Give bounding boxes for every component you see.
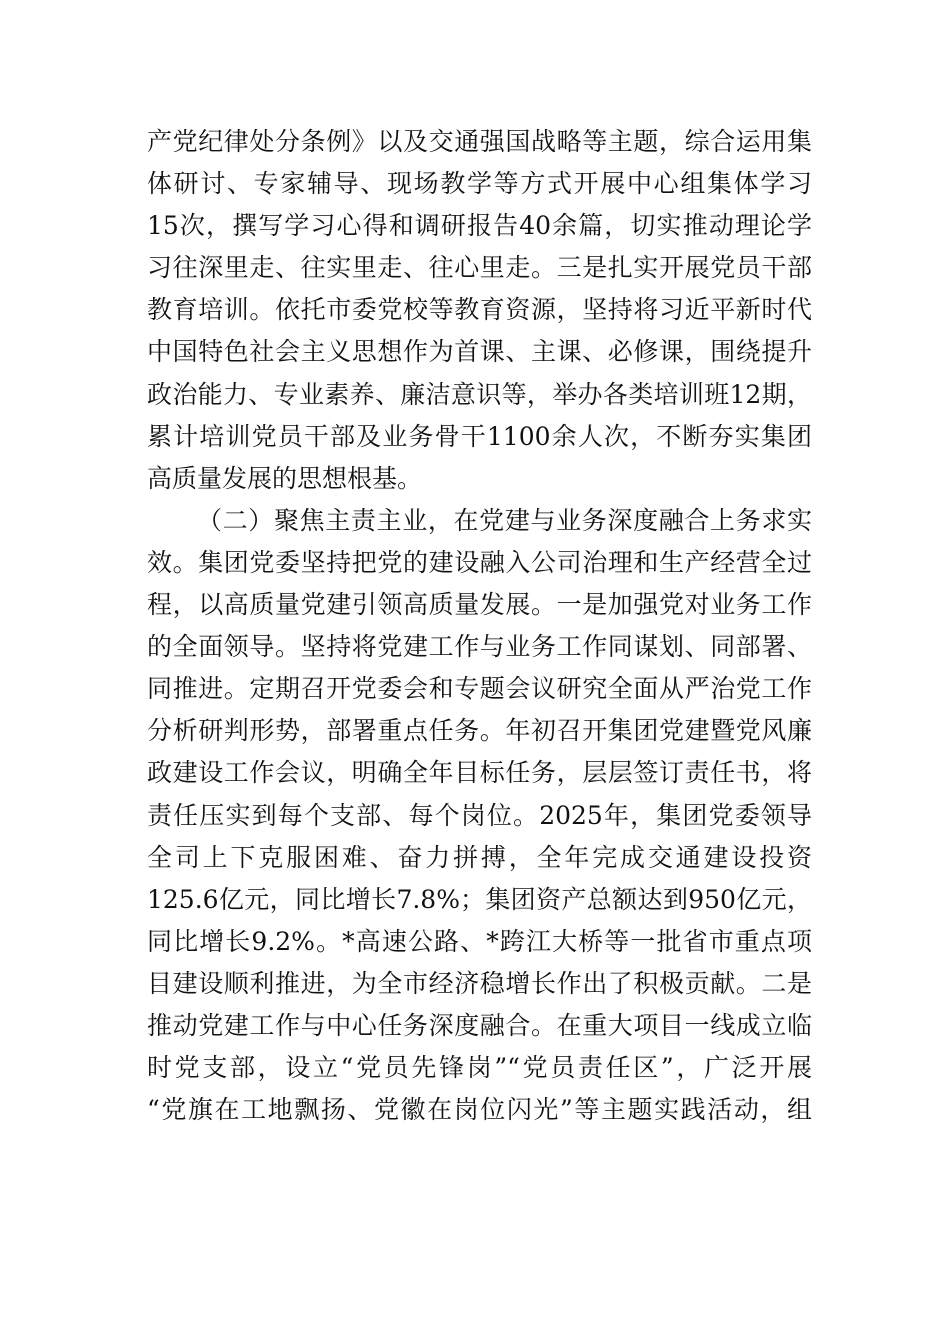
text-line: 累计培训党员干部及业务骨干1100余人次，不断夯实集团 xyxy=(147,421,812,451)
text-line: 同推进。定期召开党委会和专题会议研究全面从严治党工作 xyxy=(147,674,812,704)
text-line: 15次，撰写学习心得和调研报告40余篇，切实推动理论学 xyxy=(147,211,812,241)
text-line: 全司上下克服困难、奋力拼搏，全年完成交通建设投资 xyxy=(147,842,812,872)
text-line: 体研讨、专家辅导、现场教学等方式开展中心组集体学习 xyxy=(147,169,812,199)
text-line: 中国特色社会主义思想作为首课、主课、必修课，围绕提升 xyxy=(147,337,812,367)
text-line: 125.6亿元，同比增长7.8%；集团资产总额达到950亿元， xyxy=(147,884,812,914)
text-line: 时党支部，设立“党员先锋岗”“党员责任区”，广泛开展 xyxy=(147,1053,812,1083)
text-line: 分析研判形势，部署重点任务。年初召开集团党建暨党风廉 xyxy=(147,716,812,746)
text-line: 目建设顺利推进，为全市经济稳增长作出了积极贡献。二是 xyxy=(147,968,812,998)
text-line: 产党纪律处分条例》以及交通强国战略等主题，综合运用集 xyxy=(147,127,812,156)
text-line: 程，以高质量党建引领高质量发展。一是加强党对业务工作 xyxy=(147,590,812,620)
section-heading-line: （二）聚焦主责主业，在党建与业务深度融合上务求实 xyxy=(197,505,812,535)
text-line: 推动党建工作与中心任务深度融合。在重大项目一线成立临 xyxy=(147,1010,812,1040)
text-line: 教育培训。依托市委党校等教育资源，坚持将习近平新时代 xyxy=(147,295,812,325)
text-line: 政治能力、专业素养、廉洁意识等，举办各类培训班12期， xyxy=(147,379,812,409)
text-line: 的全面领导。坚持将党建工作与业务工作同谋划、同部署、 xyxy=(147,632,812,662)
body-text xyxy=(147,121,812,1131)
text-line: 政建设工作会议，明确全年目标任务，层层签订责任书，将 xyxy=(147,758,812,788)
paragraph-end-line: 高质量发展的思想根基。 xyxy=(147,463,423,493)
text-line: 同比增长9.2%。*高速公路、*跨江大桥等一批省市重点项 xyxy=(147,926,812,956)
text-line: 习往深里走、往实里走、往心里走。三是扎实开展党员干部 xyxy=(147,253,812,283)
text-line: 效。集团党委坚持把党的建设融入公司治理和生产经营全过 xyxy=(147,547,812,577)
text-line: 责任压实到每个支部、每个岗位。2025年，集团党委领导 xyxy=(147,800,812,830)
text-line: “党旗在工地飘扬、党徽在岗位闪光”等主题实践活动，组 xyxy=(147,1095,812,1125)
